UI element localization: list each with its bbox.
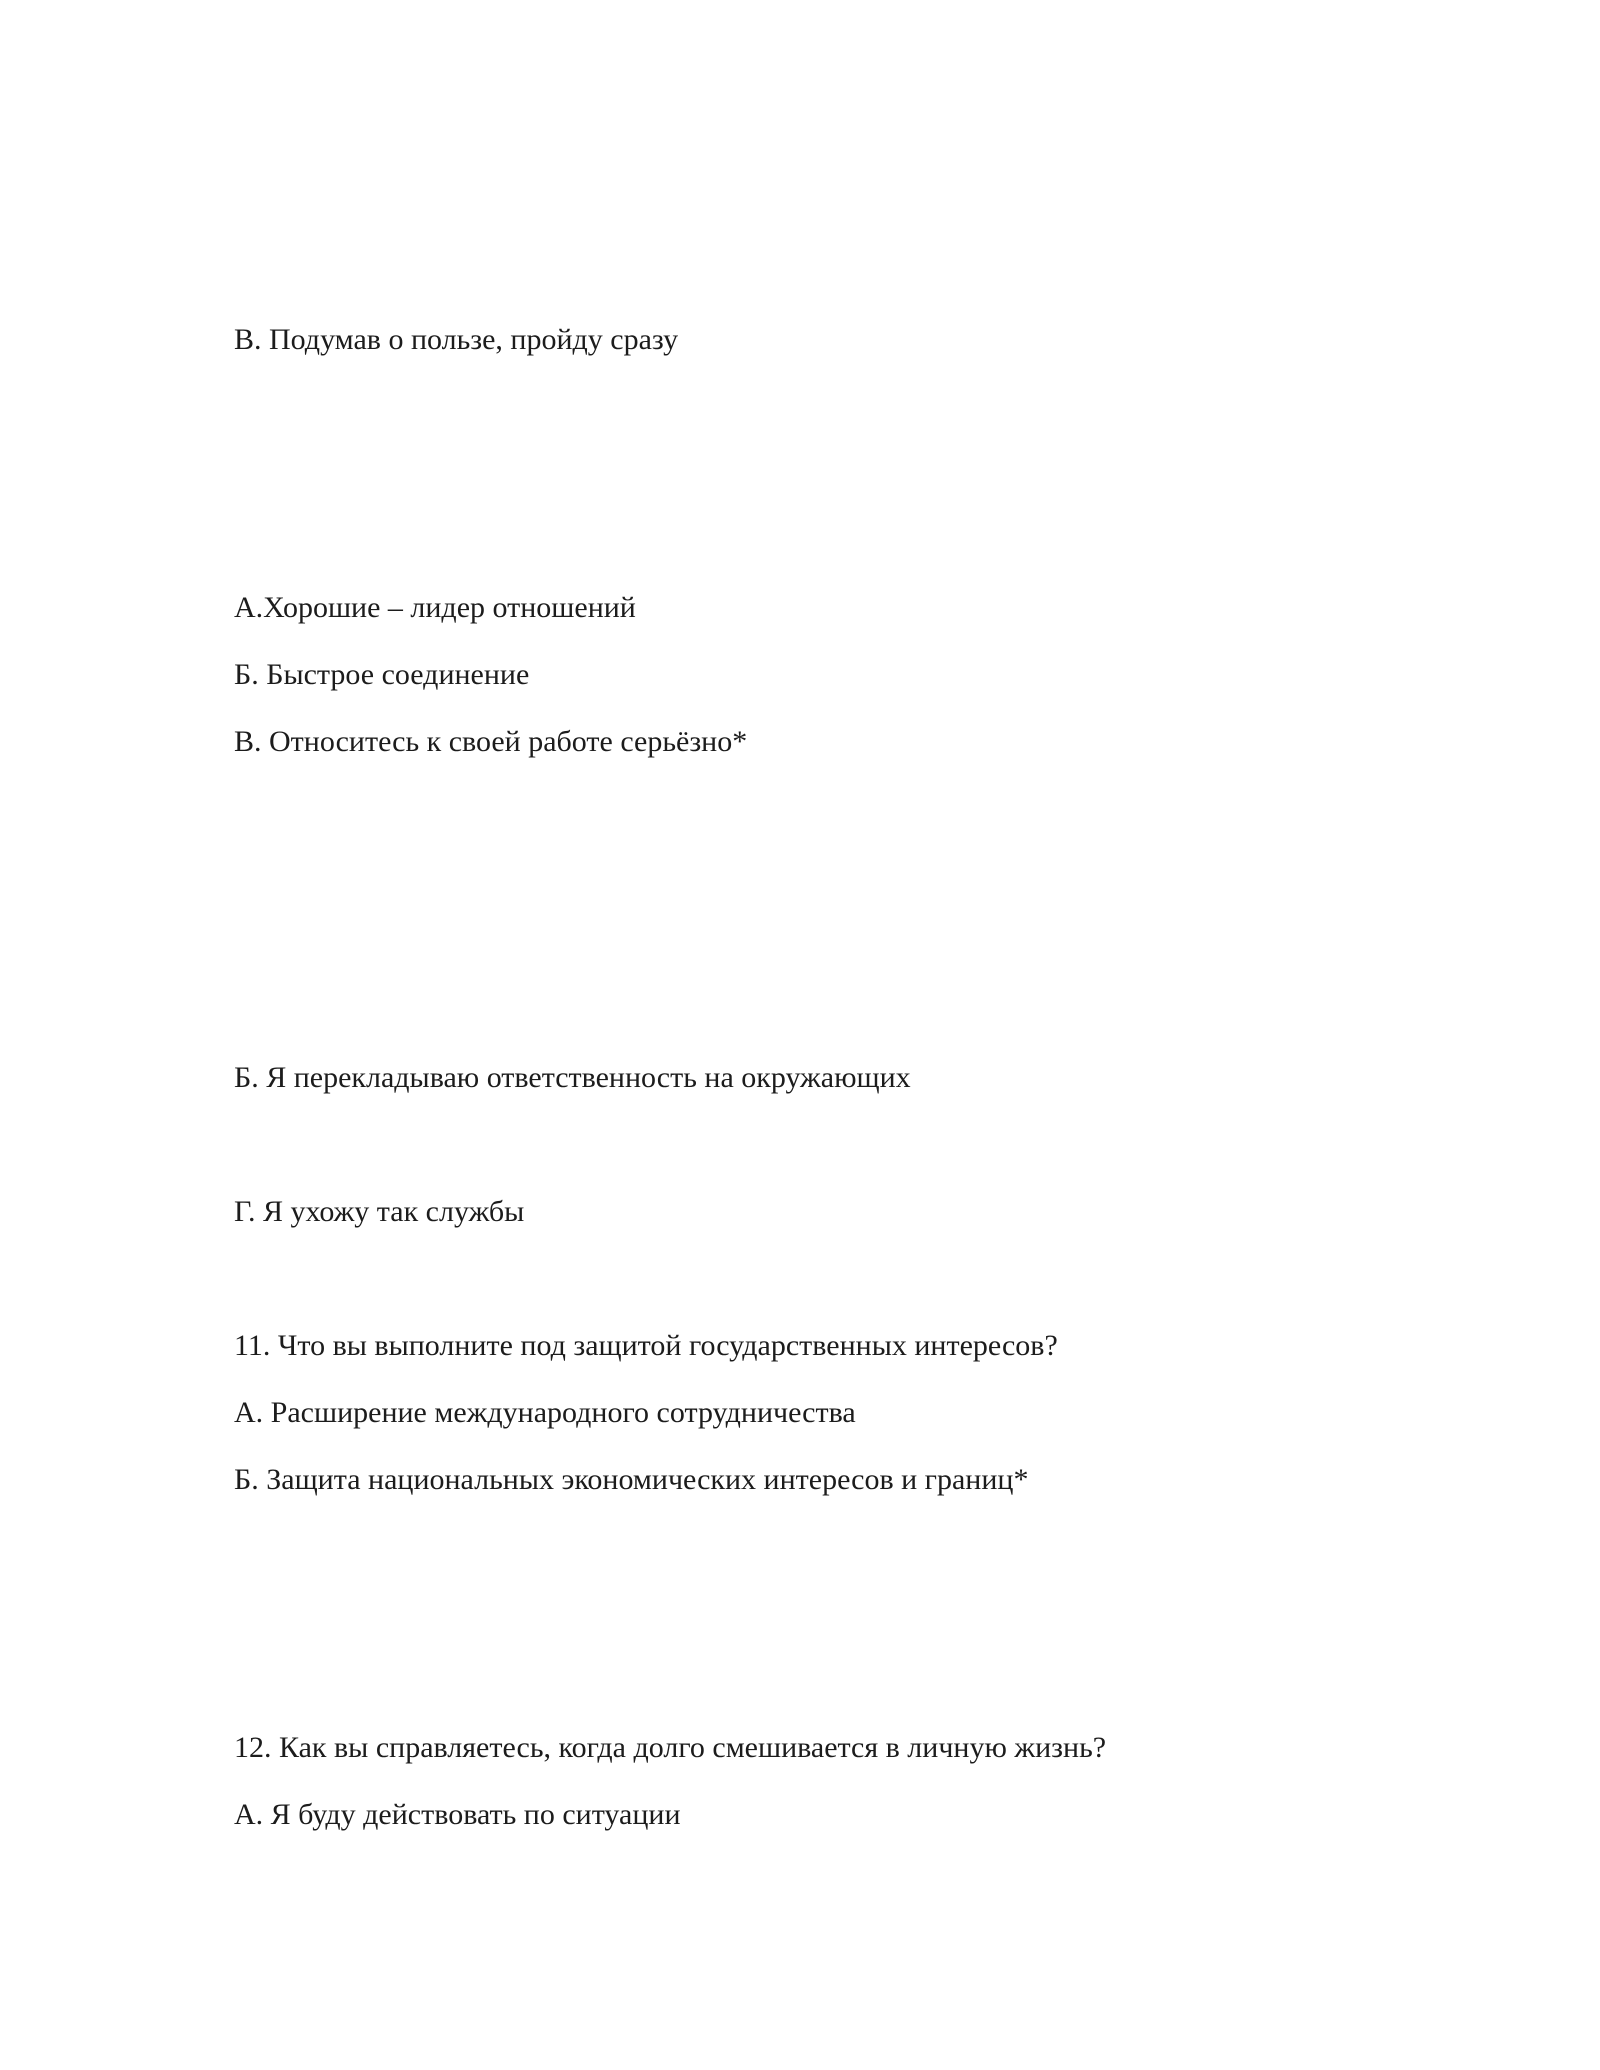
answer-option-b: Б. Защита национальных экономических интересов и границ*: [234, 1463, 1029, 1496]
answer-option-a: А. Расширение международного сотрудничества: [234, 1396, 856, 1429]
answer-option-a: А. Я буду действовать по ситуации: [234, 1798, 681, 1831]
answer-option-g: Г. Я ухожу так службы: [234, 1195, 525, 1228]
answer-option-v: В. Относитесь к своей работе серьёзно*: [234, 725, 748, 758]
answer-option-b: Б. Быстрое соединение: [234, 658, 530, 691]
answer-option-v: В. Подумав о пользе, пройду сразу: [234, 323, 679, 356]
answer-option-b: Б. Я перекладываю ответственность на окружающих: [234, 1061, 911, 1094]
question-12: 12. Как вы справляетесь, когда долго смешивается в личную жизнь?: [234, 1731, 1107, 1764]
answer-option-a: А.Хорошие – лидер отношений: [234, 591, 636, 624]
question-11: 11. Что вы выполните под защитой государственных интересов?: [234, 1329, 1058, 1362]
